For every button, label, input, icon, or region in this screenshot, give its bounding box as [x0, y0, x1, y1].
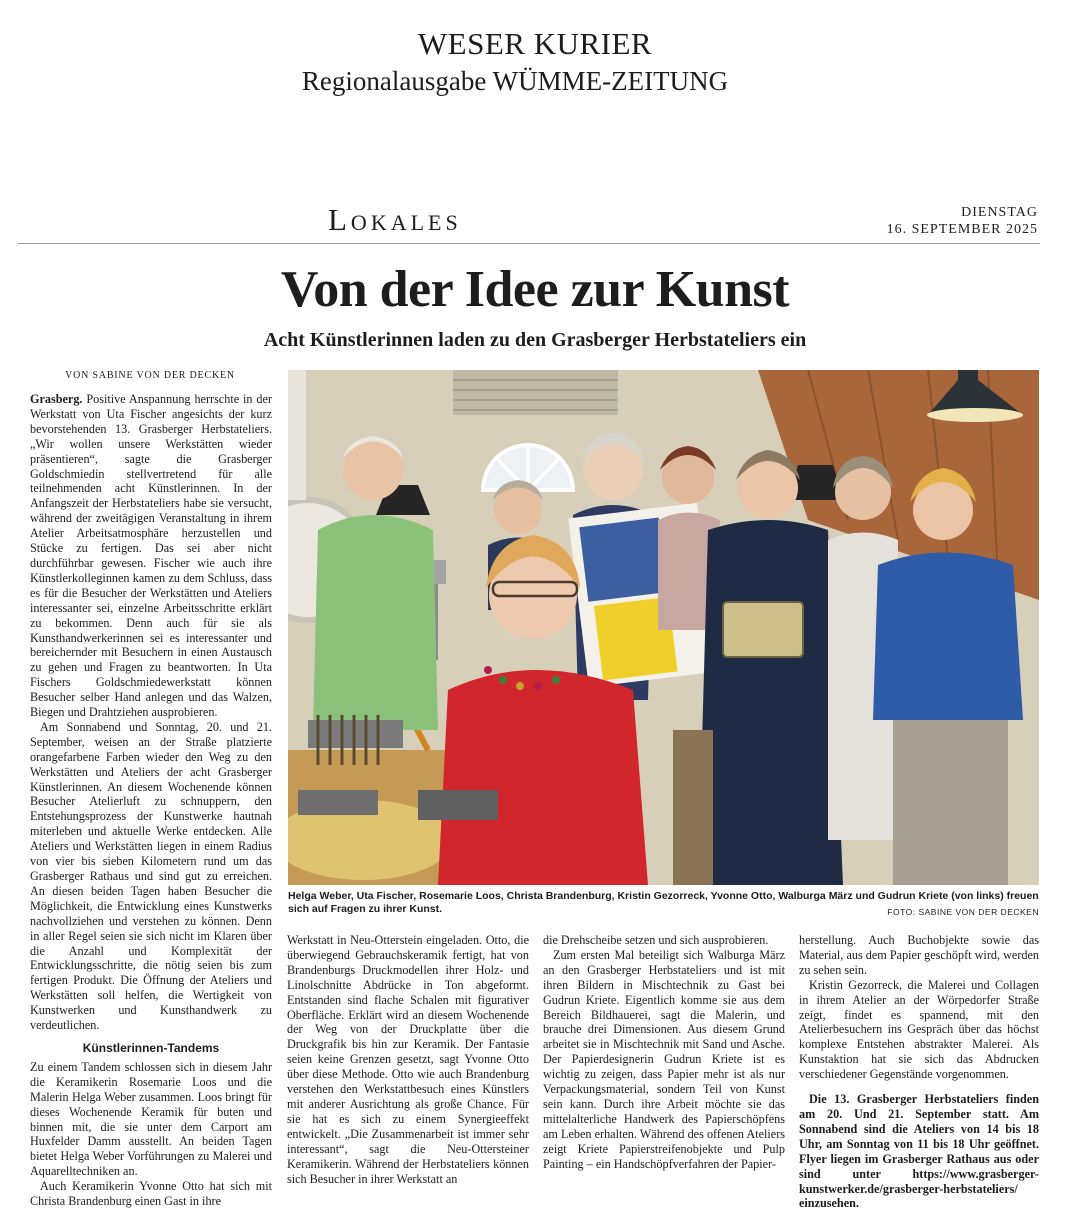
paragraph: Am Sonnabend und Sonntag, 20. und 21. September, weisen an der Straße platzierte orangefarbene Farben wieder den Weg zu den Werkstätten und Ateliers der acht Grasberger Künstlerinnen. An diesem Wochenende können Besucher Atelierluft zu schnuppern, den Entstehungsprozess der Kunstwerke hautnah miterleben und aktuelle Werke entdecken. Alle Ateliers und Werkstätten liegen in einem Radius von vier bis sieben Kilometern rund um das Grasberger Rathaus und sind gut zu erreichen. An diesen beiden Tagen haben Besucher die Möglichkeit, die Entwicklung eines Kunstwerks nachvollziehen und verstehen zu können. Denn in aller Regel seien sie sich nicht im Klaren über die Anzahl und Komplexität der Entwicklungsschritte, die nötig seien bis zum fertigen Produkt. Die Öffnung der Ateliers und Werkstätten soll helfen, die Wertigkeit von Kunstwerken und Kunsthandwerk zu verdeutlichen.: [30, 719, 272, 1033]
paragraph: Grasberg. Positive Anspannung herrschte in der Werkstatt von Uta Fischer angesichts der kurz bevorstehenden 13. Grasberger Herbstateliers. „Wir wollen unsere Werkstätten wieder präsentieren“, sagte die Grasberger Goldschmiedin stellvertretend für alle teilnehmenden acht Künstlerinnen. In der Anfangszeit der Herbstateliers habe sie versucht, während der zweitägigen Veranstaltung in ihrem Atelier Arbeitsatmosphäre herzustellen und Stücke zu fertigen. Das sei aber nicht durchführbar gewesen. Fischer wie auch ihre Künstlerkolleginnen kamen zu dem Schluss, dass es für die Besucher der Werkstätten und Ateliers interessanter sei, einzelne Arbeitsschritte erklärt zu bekommen. Denn auch für sie als Kunsthandwerkerinnen sei es interessanter und bereichernder mit Besuchern in einen Austausch zu gehen und Fragen zu beantworten. In Uta Fischers Goldschmiedewerkstatt können Besucher selber Hand anlegen und das Walzen, Biegen und Drahtziehen ausprobieren.: [30, 392, 272, 720]
byline: VON SABINE VON DER DECKEN: [65, 370, 235, 381]
paragraph: Zu einem Tandem schlossen sich in diesem Jahr die Keramikerin Rosemarie Loos und die Malerin Helga Weber zusammen. Loos bringt für dieses Wochenende Keramik für buten und binnen mit, die sie unter dem Carport am Huxfelder Damm ausstellt. An beiden Tagen bietet Helga Weber Vorführungen zu Malerei und Aquarelltechniken an.: [30, 1059, 272, 1179]
article-column-3: [543, 933, 785, 1172]
headline: Von der Idee zur Kunst: [280, 261, 790, 318]
photo-caption: Helga Weber, Uta Fischer, Rosemarie Loos, Christa Brandenburg, Kristin Gezorreck, Yvonne Otto, Walburga März und Gudrun Kriete (von links) freuen sich auf Fragen zu ihrer Kunst.: [288, 890, 1039, 915]
info-box: Die 13. Grasberger Herbstateliers finden am 20. Und 21. September statt. Am Sonnabend sind die Ateliers von 14 bis 18 Uhr, am Sonntag von 11 bis 18 Uhr geöffnet. Flyer liegen im Grasberger Rathaus aus oder sind unter https://www.grasberger-kunstwerker.de/grasberger-herbstateliers/ einzusehen.: [799, 1092, 1039, 1211]
paragraph: Auch Keramikerin Yvonne Otto hat sich mit Christa Brandenburg einen Gast in ihre: [30, 1179, 272, 1209]
article-column-1: [30, 392, 272, 1209]
section-rule: [18, 243, 1040, 244]
article-column-4: [799, 933, 1039, 1211]
edition-name: Regionalausgabe WÜMME-ZEITUNG: [301, 66, 729, 96]
article-photo: [288, 370, 1039, 885]
section-subhead: Künstlerinnen-Tandems: [82, 1040, 220, 1055]
paragraph: Zum ersten Mal beteiligt sich Walburga März an den Grasberger Herbstateliers und ist mit ihren Bildern in Mischtechnik zu Gast bei Gudrun Kriete. Eigentlich komme sie aus dem Bereich Bildhauerei, sagt die Malerin, und brauche drei Dimensionen. Aus diesem Grund arbeitet sie in Mischtechnik mit Sand und Asche. Der Papierdesignerin Gudrun Kriete ist es wichtig zu zeigen, dass Papier mehr ist als nur Verpackungsmaterial, sondern Teil von Kunst sein kann. Durch ihre Arbeit möchte sie das mittelalterliche Handwerk des Papierschöpfens am Leben erhalten. Während des offenen Ateliers zeigt Kriete Papierstreifenobjekte und Pulp Painting – ein Handschöpfverfahren der Papier-: [543, 947, 785, 1171]
paragraph: Werkstatt in Neu-Otterstein eingeladen. Otto, die überwiegend Gebrauchskeramik fertigt, hat von Brandenburgs Druckmodellen ihrer Holz- und Linolschnitte Abdrücke in Ton abgeformt. Entstanden sind flache Schalen mit figurativer Oberfläche. Erklärt wird an diesem Wochenende der Weg von der Druckplatte über die Druckgrafik bis hin zur Keramik. Der Fantasie seien keine Grenzen gesetzt, sagt Yvonne Otto über diese Methode. Otto wie auch Brandenburg verstehen den Werkstattbesuch eines Künstlers mit anderer Ausrichtung als große Chance. Für sie hat es sich zu einem Synergieeffekt entwickelt. „Die Zusammenarbeit ist immer sehr interessant“, sagt die Neu-Ottersteiner Keramikerin. Während der Herbstateliers können sich Besucher in ihrer Werkstatt an: [287, 933, 529, 1186]
weekday: DIENSTAG: [961, 205, 1038, 220]
date: 16. SEPTEMBER 2025: [886, 222, 1038, 237]
paragraph: die Drehscheibe setzen und sich ausprobieren.: [543, 933, 769, 947]
photo-credit: FOTO: SABINE VON DER DECKEN: [887, 907, 1039, 917]
paragraph: herstellung. Auch Buchobjekte sowie das Material, aus dem Papier geschöpft wird, werden zu sehen sein.: [799, 933, 1039, 977]
dateline: [887, 204, 1038, 238]
lead-place: Grasberg.: [30, 392, 83, 406]
article-column-2: [287, 933, 529, 1186]
section-title: Lokales: [328, 202, 462, 237]
subheadline: Acht Künstlerinnen laden zu den Grasberger Herbstateliers ein: [263, 329, 807, 351]
photo-illustration: [288, 370, 1039, 885]
publication-name: WESER KURIER: [417, 26, 653, 61]
paragraph: Kristin Gezorreck, die Malerei und Collagen in ihrem Atelier an der Wörpedorfer Straße zeigt, findet es spannend, mit den Atelierbesuchern ins Gespräch über das höchst komplexe Entstehen abstrakter Malerei. Als Kunstaktion hat sie sich das Abdrucken verschiedener Gegenstände vorgenommen.: [799, 977, 1039, 1082]
